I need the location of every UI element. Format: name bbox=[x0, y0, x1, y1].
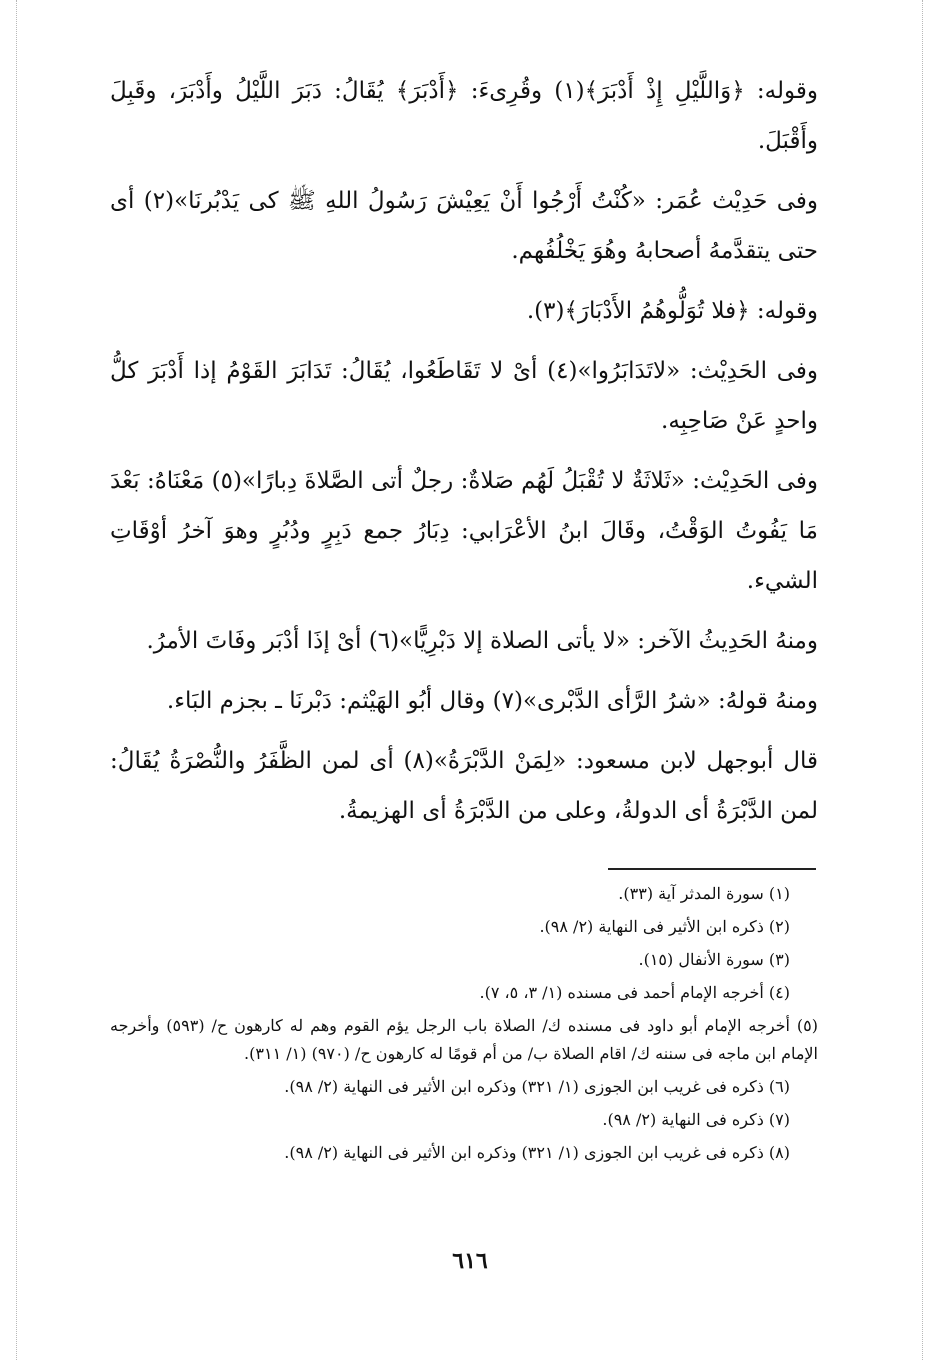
footnote: (٣) سورة الأنفال (١٥). bbox=[638, 950, 790, 969]
paragraph: وقوله: ﴿فلا تُوَلُّوهُمُ الأَدْبَارَ﴾(٣). bbox=[526, 298, 818, 324]
footnote: (٦) ذكره فى غريب ابن الجوزى (١/ ٣٢١) وذكره ابن الأثير فى النهاية (٢/ ٩٨). bbox=[284, 1077, 790, 1096]
paragraph: وقوله: ﴿وَاللَّيْلِ إِذْ أَدْبَرَ﴾(١) وقُرِىءَ: ﴿أَدْبَرَ﴾ يُقَالُ: دَبَرَ اللَّيْلُ وأَدْبَرَ، وقَبِلَ وأَقْبَلَ. bbox=[110, 78, 818, 154]
paragraph: وفى الحَدِيْث: «لاتَدَابَرُوا»(٤) أىْ لا تَقَاطَعُوا، يُقَالُ: تَدَابَرَ القَوْمُ إذا أَدْبَرَ كلُّ واحدٍ عَنْ صَاحِبِه. bbox=[110, 358, 818, 434]
footnote: (٥) أخرجه الإمام أبو داود فى مسنده ك/ الصلاة باب الرجل يؤم القوم وهم له كارهون ح/ (٥٩٣) وأخرجه الإمام ابن ماجه فى سننه ك/ اقام الصلاة ب/ من أم قومًا له كارهون ح/ (٩٧٠) (١/ ٣١١). bbox=[110, 1016, 819, 1063]
footnote: (٧) ذكره فى النهاية (٢/ ٩٨). bbox=[602, 1110, 790, 1129]
paragraph: ومنهُ قولهُ: «شرُ الرَّأى الدَّبْرى»(٧) وقال أبُو الهَيْثم: دَبْرنَا ـ بجزم البَاء. bbox=[166, 688, 818, 714]
footnotes bbox=[110, 880, 818, 1172]
paragraph: ومنهُ الحَدِيثُ الآخر: «لا يأتى الصلاة إلا دَبْرِيًّا»(٦) أىْ إذَا أدْبَر وفَاتَ الأمرُ. bbox=[146, 628, 818, 654]
footnote-separator bbox=[608, 868, 816, 870]
paragraph: وفى حَدِيْث عُمَر: «كُنْتُ أَرْجُوا أَنْ يَعِيْشَ رَسُولُ اللهِ ﷺ كى يَدْبُرنَا»(٢) أى حتى يتقدَّمهُ أصحابهُ وهُوَ يَخْلُفُهم. bbox=[110, 188, 818, 264]
left-scan-edge bbox=[16, 0, 17, 1360]
footnote: (٢) ذكره ابن الأثير فى النهاية (٢/ ٩٨). bbox=[539, 917, 790, 936]
paragraph: وفى الحَدِيْث: «ثَلاثَةٌ لا تُقْبَلُ لَهُم صَلاةٌ: رجلٌ أتى الصَّلاةَ دِبارًا»(٥) مَعْنَاهُ: بَعْدَ مَا يَفُوتُ الوَقْتُ، وقَالَ ابنُ الأعْرَابي: دِبَارُ جمع دَبِرٍ ودُبُرٍ وهوَ آخرُ أوْقَاتِ الشيء. bbox=[110, 468, 818, 594]
page-number: ٦١٦ bbox=[452, 1248, 488, 1274]
right-scan-edge bbox=[922, 0, 923, 1360]
footnote: (٨) ذكره فى غريب ابن الجوزى (١/ ٣٢١) وذكره ابن الأثير فى النهاية (٢/ ٩٨). bbox=[284, 1143, 790, 1162]
paragraph: قال أبوجهل لابن مسعود: «لِمَنْ الدَّبْرَةُ»(٨) أى لمن الظَّفَرُ والنُّصْرَةُ يُقَالُ: لمن الدَّبْرَةُ أى الدولةُ، وعلى من الدَّبْرَةُ أى الهزيمةُ. bbox=[110, 748, 818, 824]
main-text bbox=[110, 66, 818, 846]
footnote: (١) سورة المدثر آية (٣٣). bbox=[618, 884, 790, 903]
footnote: (٤) أخرجه الإمام أحمد فى مسنده (١/ ٣، ٥، ٧). bbox=[479, 983, 790, 1002]
